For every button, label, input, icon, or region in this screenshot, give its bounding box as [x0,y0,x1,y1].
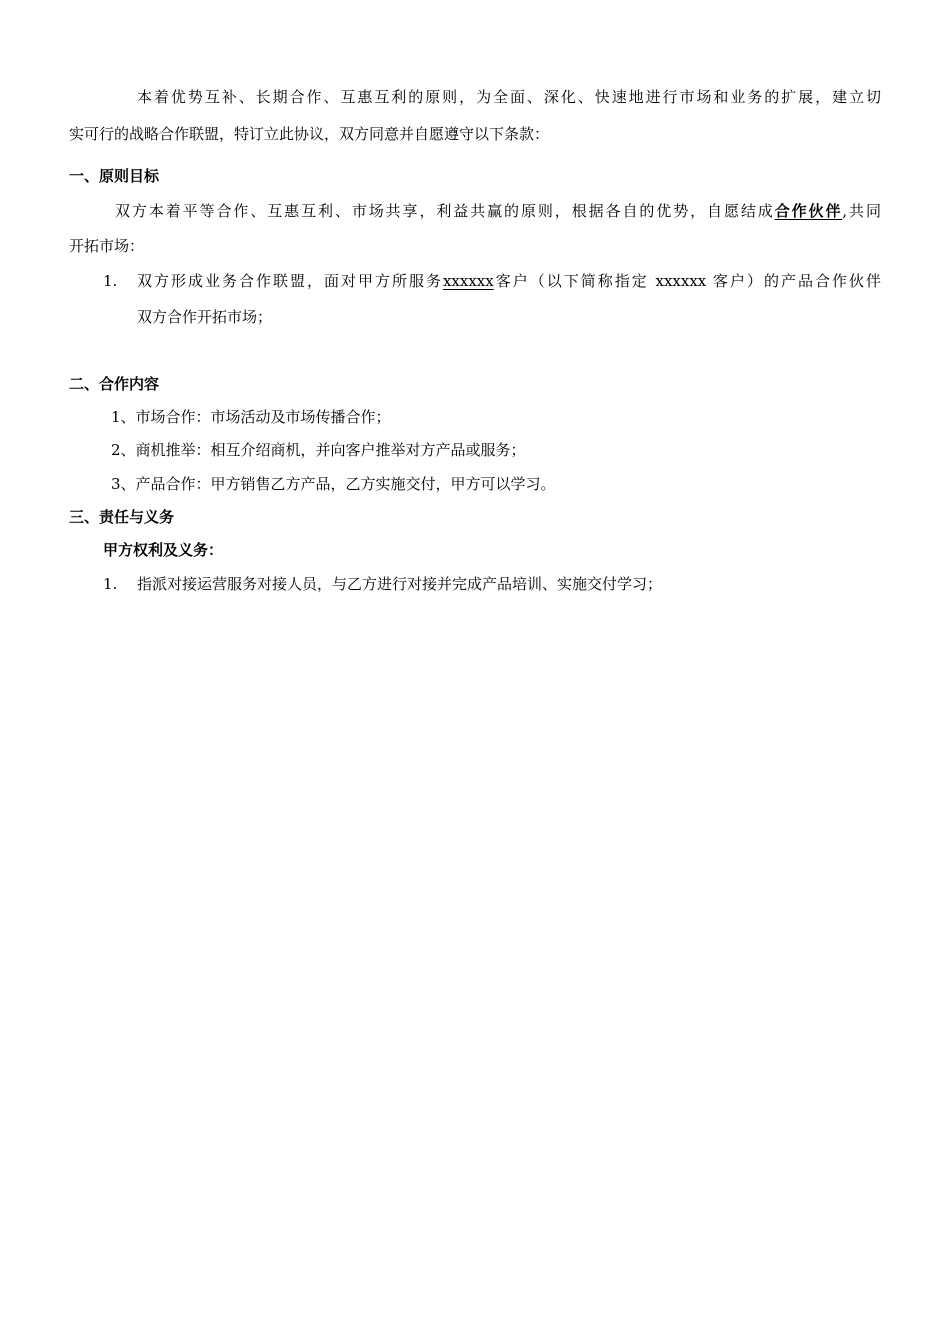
section-1-paragraph-text: 双方本着平等合作、互惠互利、市场共享，利益共赢的原则，根据各自的优势，自愿结成 [115,202,775,220]
section-2-heading: 二、合作内容 [69,375,160,393]
section-3-subheading: 甲方权利及义务： [103,541,224,559]
intro-line-1: 本着优势互补、长期合作、互惠互利的原则，为全面、深化、快速地进行市场和业务的扩展，建立切 [137,88,881,106]
section-1-heading: 一、原则目标 [69,167,160,185]
section-3-item-1: 指派对接运营服务对接人员，与乙方进行对接并完成产品培训、实施交付学习； [137,575,663,593]
customer-placeholder: xxxxxx [442,272,494,290]
section-3-item-number: 1. [103,575,118,593]
section-2-item: 3、产品合作：甲方销售乙方产品，乙方实施交付，甲方可以学习。 [111,475,556,493]
section-1-paragraph-line-2: 开拓市场： [69,237,145,255]
section-1-paragraph-tail: ,共同 [842,202,881,220]
section-3-heading: 三、责任与义务 [69,508,175,526]
section-1-item-1-line-2: 双方合作开拓市场； [137,308,273,326]
section-2-item: 2、商机推举：相互介绍商机，并向客户推举对方产品或服务； [111,441,526,459]
section-1-item-1-line-1 [137,271,881,291]
section-1-item-1-text-b: 客户（以下简称指定 xxxxxx 客户）的产品合作伙伴 [493,272,881,290]
section-1-item-1-text-a: 双方形成业务合作联盟，面对甲方所服务 [137,272,443,290]
intro-line-2: 实可行的战略合作联盟，特订立此协议，双方同意并自愿遵守以下条款： [69,125,550,143]
section-2-item: 1、市场合作：市场活动及市场传播合作； [111,408,391,426]
section-1-paragraph-line-1 [115,201,881,221]
partner-emphasis: 合作伙伴 [774,202,843,220]
section-1-item-number: 1. [103,272,118,290]
